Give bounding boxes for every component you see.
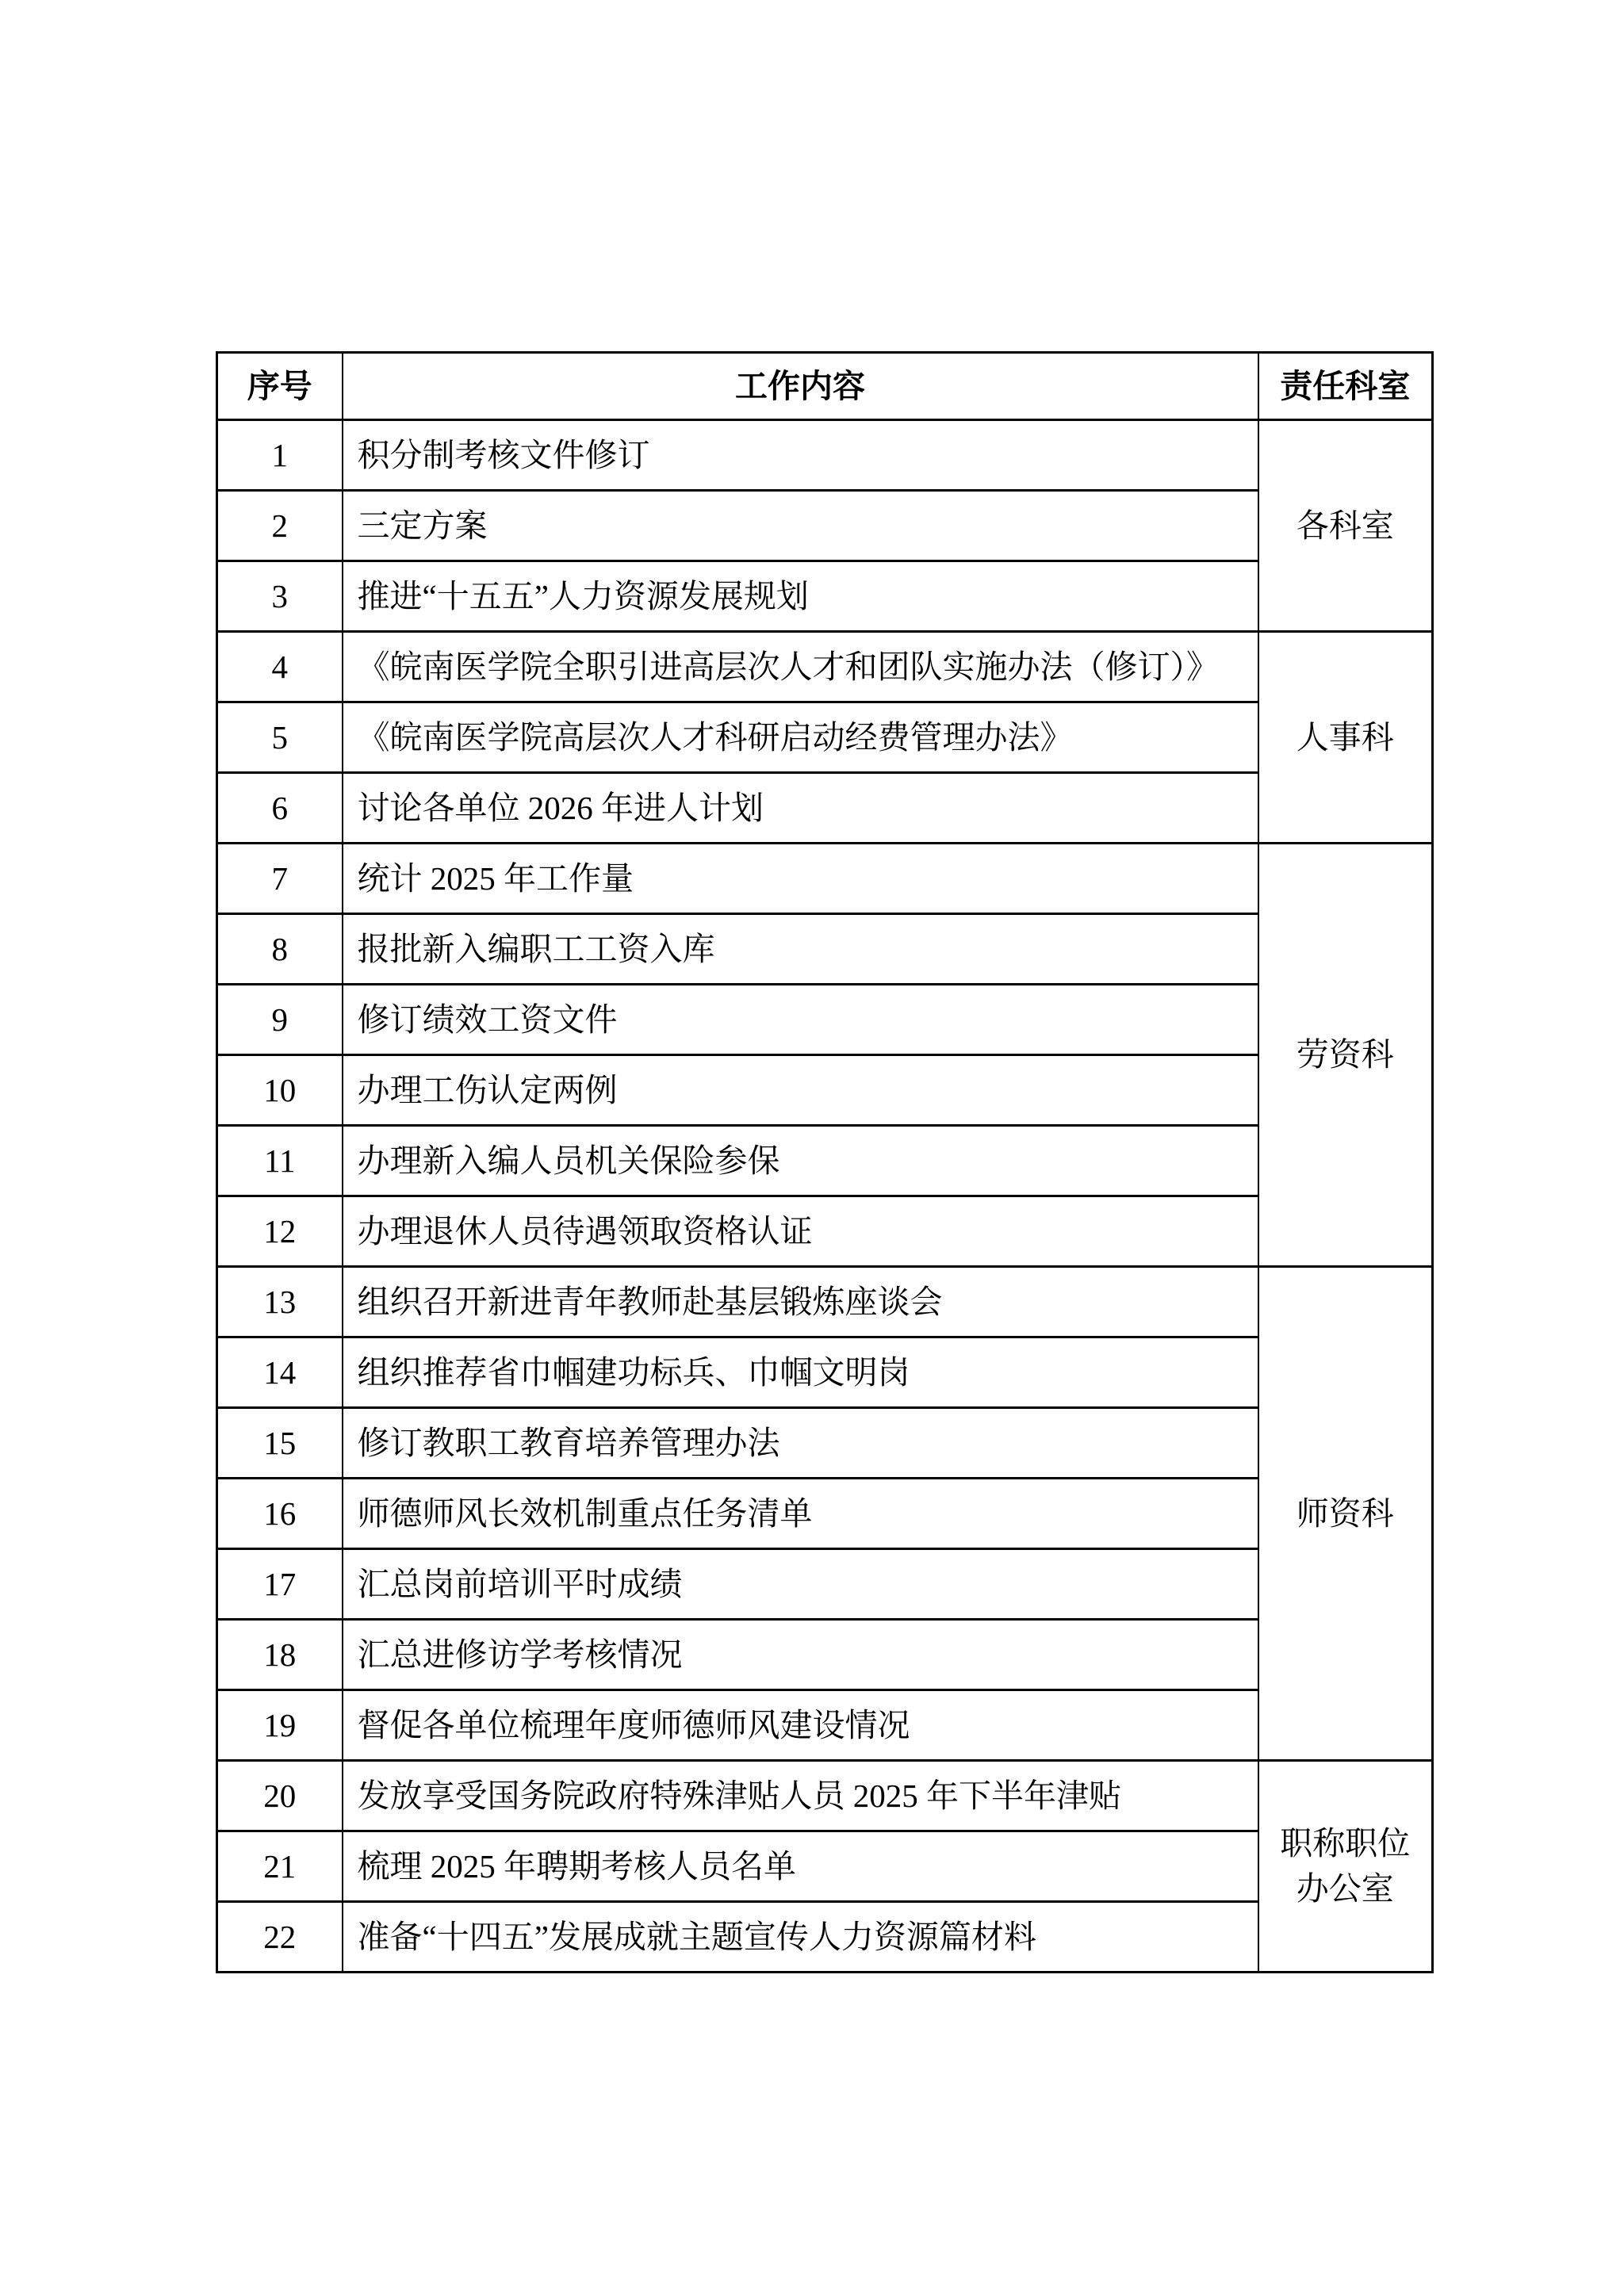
table-row xyxy=(217,1408,1433,1479)
row-seq-number: 13 xyxy=(217,1267,343,1337)
row-work-content: 报批新入编职工工资入库 xyxy=(343,914,1258,985)
table-row xyxy=(217,1761,1433,1831)
row-work-content: 统计 2025 年工作量 xyxy=(343,844,1258,914)
row-seq-number: 16 xyxy=(217,1479,343,1549)
table-body xyxy=(217,420,1433,1973)
row-seq-number: 10 xyxy=(217,1055,343,1126)
row-seq-number: 5 xyxy=(217,702,343,773)
table-row xyxy=(217,1479,1433,1549)
table-row xyxy=(217,1337,1433,1408)
table-row xyxy=(217,1549,1433,1620)
row-work-content: 师德师风长效机制重点任务清单 xyxy=(343,1479,1258,1549)
row-work-content: 办理退休人员待遇领取资格认证 xyxy=(343,1196,1258,1267)
row-work-content: 督促各单位梳理年度师德师风建设情况 xyxy=(343,1690,1258,1761)
row-seq-number: 17 xyxy=(217,1549,343,1620)
row-work-content: 梳理 2025 年聘期考核人员名单 xyxy=(343,1831,1258,1902)
dept-cell: 师资科 xyxy=(1258,1267,1433,1761)
row-seq-number: 19 xyxy=(217,1690,343,1761)
table-row xyxy=(217,632,1433,702)
table-row xyxy=(217,844,1433,914)
dept-cell: 各科室 xyxy=(1258,420,1433,632)
row-work-content: 《皖南医学院全职引进高层次人才和团队实施办法（修订）》 xyxy=(343,632,1258,702)
row-seq-number: 14 xyxy=(217,1337,343,1408)
table-row xyxy=(217,1902,1433,1973)
row-seq-number: 3 xyxy=(217,561,343,632)
row-work-content: 汇总进修访学考核情况 xyxy=(343,1620,1258,1690)
header-responsible-dept: 责任科室 xyxy=(1258,353,1433,420)
row-work-content: 修订教职工教育培养管理办法 xyxy=(343,1408,1258,1479)
row-work-content: 《皖南医学院高层次人才科研启动经费管理办法》 xyxy=(343,702,1258,773)
row-work-content: 组织召开新进青年教师赴基层锻炼座谈会 xyxy=(343,1267,1258,1337)
work-task-table xyxy=(216,351,1434,1973)
row-seq-number: 8 xyxy=(217,914,343,985)
row-work-content: 汇总岗前培训平时成绩 xyxy=(343,1549,1258,1620)
table-row xyxy=(217,985,1433,1055)
table-row xyxy=(217,1267,1433,1337)
row-work-content: 准备“十四五”发展成就主题宣传人力资源篇材料 xyxy=(343,1902,1258,1973)
row-work-content: 办理工伤认定两例 xyxy=(343,1055,1258,1126)
row-seq-number: 15 xyxy=(217,1408,343,1479)
row-work-content: 推进“十五五”人力资源发展规划 xyxy=(343,561,1258,632)
table-row xyxy=(217,420,1433,491)
header-work-content: 工作内容 xyxy=(343,353,1258,420)
table-row xyxy=(217,1831,1433,1902)
row-seq-number: 7 xyxy=(217,844,343,914)
row-seq-number: 20 xyxy=(217,1761,343,1831)
row-work-content: 修订绩效工资文件 xyxy=(343,985,1258,1055)
table-row xyxy=(217,1690,1433,1761)
dept-cell: 劳资科 xyxy=(1258,844,1433,1267)
row-seq-number: 22 xyxy=(217,1902,343,1973)
row-work-content: 发放享受国务院政府特殊津贴人员 2025 年下半年津贴 xyxy=(343,1761,1258,1831)
dept-cell: 人事科 xyxy=(1258,632,1433,844)
row-work-content: 三定方案 xyxy=(343,491,1258,561)
table-row xyxy=(217,773,1433,844)
row-work-content: 办理新入编人员机关保险参保 xyxy=(343,1126,1258,1196)
row-seq-number: 9 xyxy=(217,985,343,1055)
row-seq-number: 11 xyxy=(217,1126,343,1196)
row-seq-number: 4 xyxy=(217,632,343,702)
row-seq-number: 2 xyxy=(217,491,343,561)
table-row xyxy=(217,491,1433,561)
header-seq-number: 序号 xyxy=(217,353,343,420)
row-work-content: 积分制考核文件修订 xyxy=(343,420,1258,491)
table-header-row xyxy=(217,353,1433,420)
table-row xyxy=(217,1126,1433,1196)
row-work-content: 组织推荐省巾帼建功标兵、巾帼文明岗 xyxy=(343,1337,1258,1408)
table-row xyxy=(217,1620,1433,1690)
row-seq-number: 6 xyxy=(217,773,343,844)
row-seq-number: 18 xyxy=(217,1620,343,1690)
table-row xyxy=(217,1196,1433,1267)
table-row xyxy=(217,914,1433,985)
row-work-content: 讨论各单位 2026 年进人计划 xyxy=(343,773,1258,844)
row-seq-number: 12 xyxy=(217,1196,343,1267)
table-row xyxy=(217,561,1433,632)
row-seq-number: 1 xyxy=(217,420,343,491)
table-row xyxy=(217,1055,1433,1126)
table-row xyxy=(217,702,1433,773)
dept-cell: 职称职位办公室 xyxy=(1258,1761,1433,1973)
row-seq-number: 21 xyxy=(217,1831,343,1902)
